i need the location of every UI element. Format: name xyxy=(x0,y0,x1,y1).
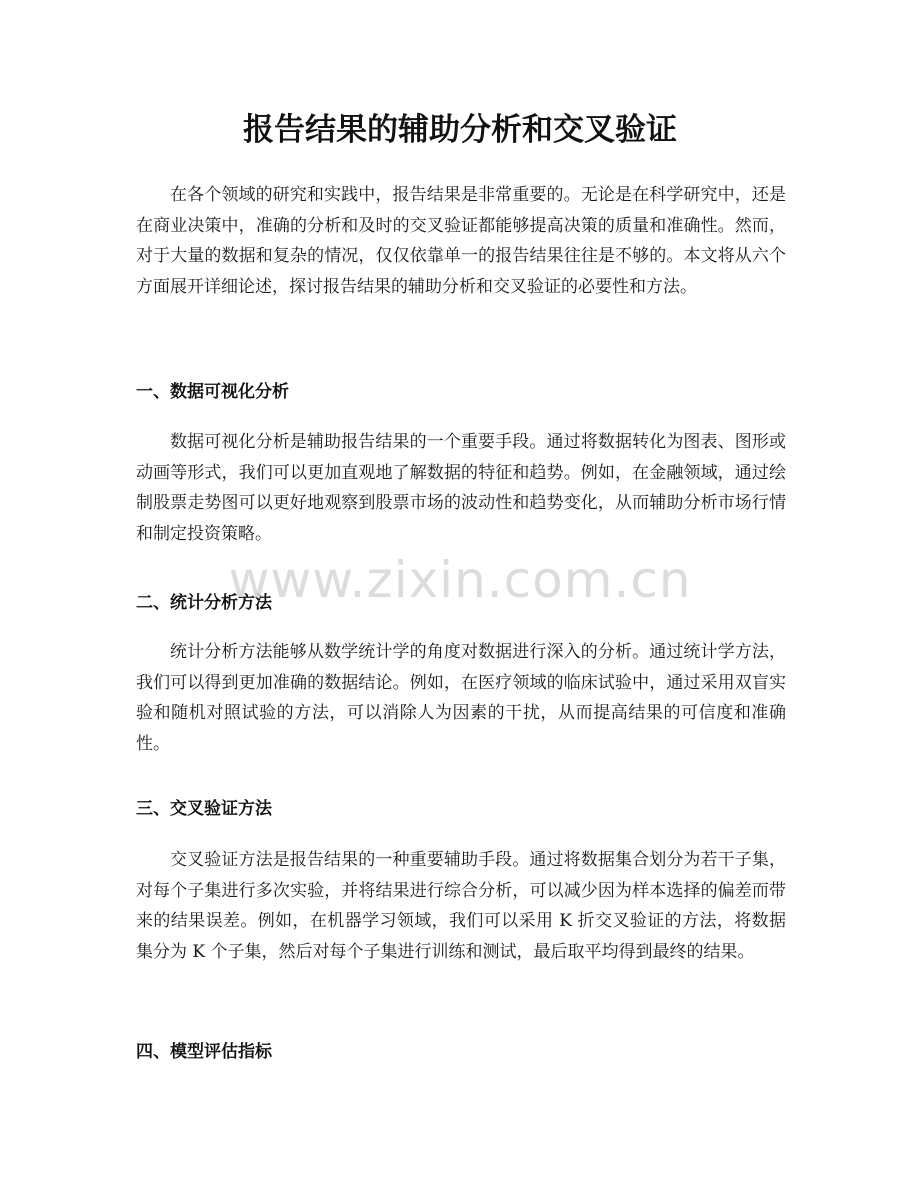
watermark: www.zixin.com.cn xyxy=(228,551,692,609)
section-heading-1: 一、数据可视化分析 xyxy=(136,382,289,402)
document-title: 报告结果的辅助分析和交叉验证 xyxy=(243,112,677,148)
intro-paragraph: 在各个领域的研究和实践中，报告结果是非常重要的。无论是在科学研究中，还是在商业决策中，准确的分析和及时的交叉验证都能够提高决策的质量和准确性。然而，对于大量的数据和复杂的情况，仅仅依靠单一的报告结果往往是不够的。本文将从六个方面展开详细论述，探讨报告结果的辅助分析和交叉验证的必要性和方法。 xyxy=(136,185,786,297)
section-heading-2: 二、统计分析方法 xyxy=(136,593,272,613)
section-body-1: 数据可视化分析是辅助报告结果的一个重要手段。通过将数据转化为图表、图形或动画等形式，我们可以更加直观地了解数据的特征和趋势。例如，在金融领域，通过绘制股票走势图可以更好地观察到股票市场的波动性和趋势变化，从而辅助分析市场行情和制定投资策略。 xyxy=(136,432,786,544)
section-body-3: 交叉验证方法是报告结果的一种重要辅助手段。通过将数据集合划分为若干子集，对每个子集进行多次实验，并将结果进行综合分析，可以减少因为样本选择的偏差而带来的结果误差。例如，在机器学习领域，我们可以采用 K 折交叉验证的方法，将数据集分为 K 个子集，然后对每个子集进行训练和测试，最后取平均得到最终的结果。 xyxy=(136,850,786,962)
section-heading-4: 四、模型评估指标 xyxy=(136,1042,272,1062)
section-heading-3: 三、交叉验证方法 xyxy=(136,799,272,819)
section-body-2: 统计分析方法能够从数学统计学的角度对数据进行深入的分析。通过统计学方法，我们可以得到更加准确的数据结论。例如，在医疗领域的临床试验中，通过采用双盲实验和随机对照试验的方法，可以消除人为因素的干扰，从而提高结果的可信度和准确性。 xyxy=(136,642,786,754)
